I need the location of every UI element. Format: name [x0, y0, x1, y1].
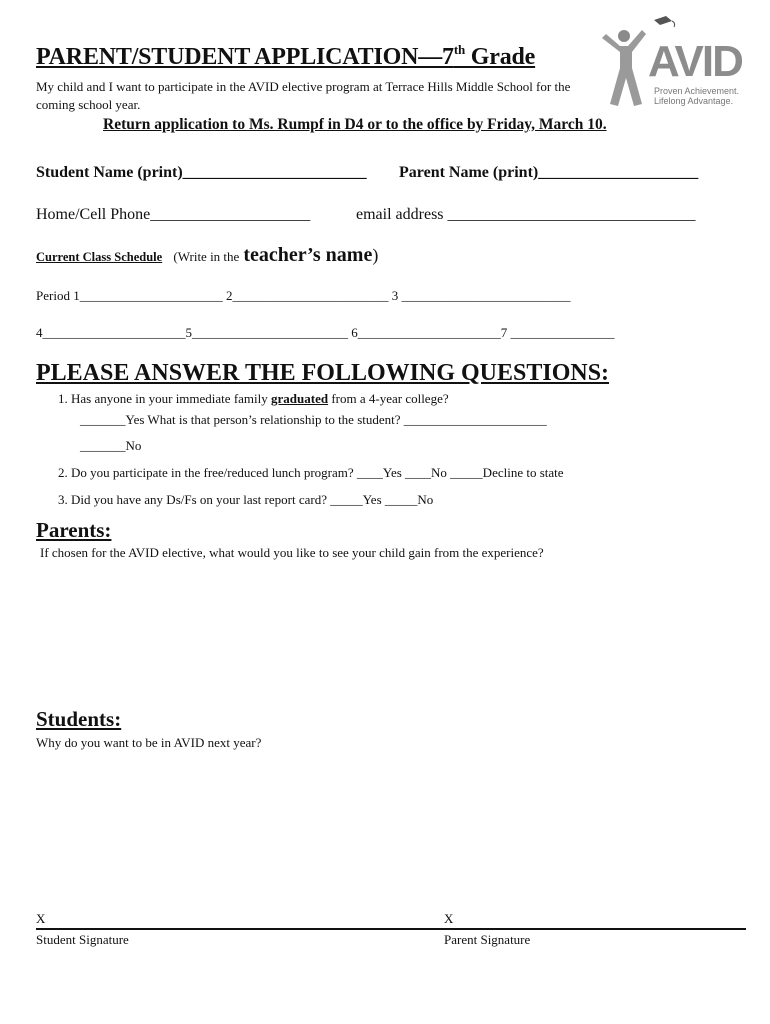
student-signature-label: Student Signature	[36, 932, 129, 947]
students-heading: Students:	[36, 707, 122, 731]
question-1-no[interactable]: _______No	[80, 438, 142, 453]
schedule-row-1[interactable]: Period 1______________________ 2________________________ 3 __________________________	[36, 288, 571, 303]
email-field[interactable]: email address _______________________________	[356, 206, 696, 223]
student-name-field[interactable]: Student Name (print)_______________________	[36, 164, 367, 181]
question-2[interactable]: 2. Do you participate in the free/reduced lunch program? ____Yes ____No _____Decline to state	[58, 465, 564, 480]
phone-field[interactable]: Home/Cell Phone____________________	[36, 206, 311, 223]
avid-wordmark: AVID	[648, 37, 742, 86]
schedule-hint: (Write in the	[173, 249, 240, 264]
intro-text: My child and I want to participate in the AVID elective program at Terrace Hills Middle School for the coming school year.	[36, 79, 571, 112]
question-1: 1. Has anyone in your immediate family graduated from a 4-year college?	[58, 391, 449, 406]
signature-line[interactable]	[36, 928, 746, 930]
questions-heading: PLEASE ANSWER THE FOLLOWING QUESTIONS:	[36, 360, 610, 386]
return-instructions: Return application to Ms. Rumpf in D4 or to the office by Friday, March 10.	[103, 116, 607, 133]
schedule-label: Current Class Schedule	[36, 250, 163, 264]
students-prompt: Why do you want to be in AVID next year?	[36, 735, 262, 750]
parent-name-field[interactable]: Parent Name (print)____________________	[399, 164, 699, 181]
avid-logo	[598, 16, 756, 112]
avid-tagline: Proven Achievement. Lifelong Advantage.	[654, 86, 740, 106]
schedule-header: Current Class Schedule (Write in the teacher’s name)	[36, 244, 379, 266]
parent-signature-label: Parent Signature	[444, 932, 531, 947]
student-signature-x: X	[36, 911, 46, 926]
parents-heading: Parents:	[36, 518, 112, 542]
question-1-yes[interactable]: _______Yes What is that person’s relationship to the student? ______________________	[80, 412, 547, 427]
parent-signature-x: X	[444, 911, 454, 926]
schedule-hint-emphasis: teacher’s name	[243, 244, 373, 266]
parents-prompt: If chosen for the AVID elective, what would you like to see your child gain from the experience?	[40, 545, 544, 560]
question-3[interactable]: 3. Did you have any Ds/Fs on your last report card? _____Yes _____No	[58, 492, 434, 507]
schedule-row-2[interactable]: 4______________________5________________________ 6______________________7 ________________	[36, 325, 615, 340]
page-title: PARENT/STUDENT APPLICATION—7th Grade	[36, 42, 536, 70]
